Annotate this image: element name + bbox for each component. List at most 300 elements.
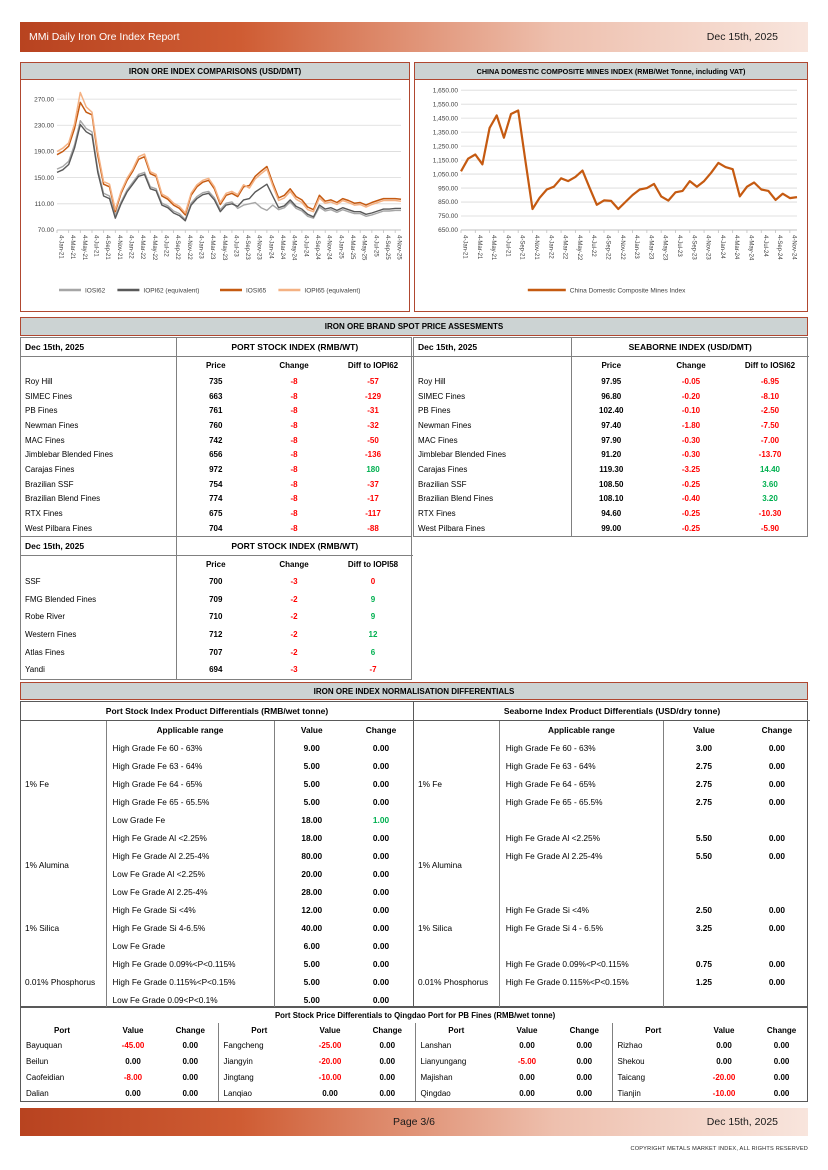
value-cell [664,883,744,901]
section-header-normalisation: IRON ORE INDEX NORMALISATION DIFFERENTIALS [20,682,808,700]
value-cell: 2.75 [695,779,713,789]
x-tick-label: 4-Jan-22 [127,235,134,259]
value-cell: -7 [369,665,377,675]
value-cell: 0.00 [773,1041,790,1051]
value-cell: 0.00 [768,833,785,843]
y-tick-label: 270.00 [34,96,54,104]
table-date: Dec 15th, 2025 [21,338,176,357]
value-cell: -57 [367,376,379,386]
table-row [414,447,809,462]
x-tick-label: 4-Sep-22 [174,235,181,260]
value-cell: -8 [290,479,298,489]
value-cell [664,811,744,829]
ports-table-title: Port Stock Price Differentials to Qingdao Port for PB Fines (RMB/wet tonne) [274,1011,556,1020]
range-label: High Fe Grade Si <4% [106,901,274,919]
value-cell: 3.25 [695,923,713,933]
x-tick-label: 4-Sep-21 [104,235,111,260]
x-tick-label: 4-May-22 [150,235,157,261]
value-cell [744,811,810,829]
x-tick-label: 4-Jul-22 [162,235,169,257]
col-header-value: Value [516,1026,538,1035]
range-label: High Fe Grade Si <4% [499,901,663,919]
value-cell: -2.50 [760,406,780,416]
x-tick-label: 4-May-22 [575,235,582,261]
x-tick-label: 4-Mar-22 [139,235,146,260]
table-row [414,521,809,536]
x-tick-label: 4-Mar-24 [279,235,286,260]
x-tick-label: 4-May-21 [80,235,87,261]
value-cell: 761 [209,406,223,416]
value-cell: 9 [370,612,376,622]
value-cell: 5.00 [303,959,320,969]
value-cell: -0.25 [681,479,701,489]
range-label: Low Fe Grade [106,937,274,955]
table-title: SEABORNE INDEX (USD/DMT) [571,338,809,357]
value-cell: 0.00 [716,1057,732,1067]
value-cell: 0.00 [379,1088,396,1098]
col-header-change: Change [365,725,397,735]
value-cell: 0.00 [372,959,390,969]
x-tick-label: 4-Jan-24 [718,235,725,259]
value-cell: 0.00 [182,1088,199,1098]
table-row [21,608,413,626]
col-header-change: Change [761,725,793,735]
group-label: 1% Alumina [414,829,499,901]
value-cell [744,883,810,901]
group-label: 0.01% Phosphorus [21,955,106,1009]
value-cell: 0.00 [768,761,785,771]
value-cell: 0.00 [519,1088,535,1098]
value-cell [744,937,810,955]
group-label: 0.01% Phosphorus [414,955,499,1009]
value-cell: 0.00 [372,995,390,1005]
col-header-change: Change [175,1026,205,1035]
value-cell: -8 [290,450,298,460]
value-cell: 0.00 [372,779,390,789]
col-header-range: Applicable range [106,721,274,740]
row-label: Jimblebar Blended Fines [21,447,176,462]
port-label: Jiangyin [218,1054,300,1070]
value-cell: 0.00 [379,1072,396,1082]
value-cell: -0.25 [681,523,701,533]
col-header-port: Port [415,1023,497,1038]
x-tick-label: 4-Nov-22 [185,235,192,260]
table-date: Dec 15th, 2025 [21,537,176,556]
col-header-port: Port [218,1023,300,1038]
value-cell: -20.00 [318,1057,342,1067]
value-cell: 700 [209,577,223,587]
value-cell: 28.00 [301,887,323,897]
value-cell: 0.00 [576,1041,593,1051]
table-date: Dec 15th, 2025 [414,338,571,357]
port-label: Jingtang [218,1070,300,1086]
port-label: Lanqiao [218,1085,300,1101]
range-label: High Fe Grade 0.09%<P<0.115% [106,955,274,973]
table-row [21,418,413,433]
value-cell: -13.70 [758,450,782,460]
table-row [414,433,809,448]
range-label: Low Fe Grade 0.09<P<0.1% [106,991,274,1009]
range-label: Low Grade Fe [106,811,274,829]
range-label [499,865,663,883]
value-cell: 20.00 [301,869,323,879]
value-cell: 0.00 [716,1041,732,1051]
seaborne-index-table [413,337,808,537]
table-row [21,591,413,609]
value-cell: 0.00 [768,851,785,861]
row-label: Atlas Fines [21,643,176,661]
range-label [499,883,663,901]
value-cell: -0.20 [681,391,701,401]
col-header-diff: Diff to IOPI62 [347,361,399,370]
group-label: 1% Fe [21,739,106,829]
row-label: SIMEC Fines [414,389,571,404]
col-header-change: Change [279,361,309,370]
value-cell: 94.60 [601,509,622,519]
col-header-price: Price [205,361,226,370]
copyright-note: COPYRIGHT METALS MARKET INDEX, ALL RIGHTS RESERVED [630,1146,808,1152]
x-tick-label: 4-Sep-23 [690,235,697,260]
y-tick-label: 110.00 [34,201,54,209]
table-row [21,1085,809,1101]
value-cell: 5.00 [303,761,320,771]
value-cell: 0.00 [576,1072,593,1082]
value-cell: 102.40 [599,406,624,416]
value-cell: 3.00 [695,743,713,753]
row-label: Carajas Fines [21,462,176,477]
legend-label: IOSI62 [85,287,106,295]
port-label: Bayuquan [26,1041,63,1051]
table-row [21,477,413,492]
value-cell: -3 [290,577,298,587]
table-row [21,901,413,919]
row-label: RTX Fines [21,506,176,521]
range-label: Low Fe Grade Al <2.25% [106,865,274,883]
table-row [21,643,413,661]
col-header-price: Price [601,361,622,370]
table-row [21,374,413,389]
value-cell: -5.90 [760,523,780,533]
value-cell: 6 [370,647,376,657]
row-label: Brazilian Blend Fines [414,492,571,507]
value-cell: 0.00 [768,977,785,987]
value-cell: -8 [290,523,298,533]
value-cell: 0.00 [372,923,390,933]
value-cell: 2.50 [695,905,713,915]
value-cell: 96.80 [601,391,622,401]
value-cell: -25.00 [318,1041,342,1051]
value-cell: -8 [290,494,298,504]
value-cell: -129 [365,391,382,401]
chart-canvas-index-comparisons [21,80,409,313]
row-label: West Pilbara Fines [414,521,571,536]
table-row [21,433,413,448]
value-cell: -31 [367,406,379,416]
value-cell: 0.00 [372,869,390,879]
value-cell: 0.00 [768,797,785,807]
range-label: High Fe Grade 0.115%<P<0.15% [106,973,274,991]
value-cell: 675 [209,509,223,519]
value-cell: -8 [290,376,298,386]
value-cell: 694 [209,665,223,675]
value-cell: 2.75 [695,761,713,771]
row-label: SSF [21,573,176,591]
value-cell: 0.00 [773,1057,790,1067]
value-cell: 709 [209,594,223,604]
port-label: Fangcheng [218,1038,300,1054]
chart-iron-ore-index-comparisons [21,80,407,308]
value-cell: 707 [209,647,223,657]
value-cell: 3.20 [762,494,778,504]
port-stock-differentials-table [21,702,413,1006]
table-title: PORT STOCK INDEX (RMB/WT) [176,338,413,357]
value-cell: 97.40 [601,420,622,430]
legend-label: IOSI65 [246,287,267,295]
header-bar [20,22,808,52]
row-label: Roy Hill [414,374,571,389]
table-row [414,955,810,973]
row-label: FMG Blended Fines [21,591,176,609]
legend-label: China Domestic Composite Mines Index [569,287,686,295]
value-cell: -45.00 [121,1041,145,1051]
x-tick-label: 4-Jul-24 [761,235,768,257]
value-cell: 0.00 [372,833,390,843]
value-cell: 0.00 [773,1088,790,1098]
col-header-value: Value [693,725,715,735]
page-number: Page 3/6 [392,1116,436,1128]
col-header-diff: Diff to IOSI62 [744,361,796,370]
x-tick-label: 4-Nov-23 [255,235,262,260]
x-tick-label: 4-Jan-24 [267,235,274,259]
value-cell: 710 [209,612,223,622]
x-tick-label: 4-Jul-22 [590,235,597,257]
value-cell: 712 [209,630,223,640]
value-cell: 97.90 [601,435,622,445]
row-label: Brazilian SSF [21,477,176,492]
value-cell: 0.00 [372,851,390,861]
value-cell: 0.00 [372,887,390,897]
x-tick-label: 4-Sep-21 [518,235,525,260]
y-tick-label: 1,450.00 [432,115,458,123]
x-tick-label: 4-Mar-24 [733,235,740,260]
row-label: Jimblebar Blended Fines [414,447,571,462]
ports-differentials-table [20,1007,808,1102]
value-cell: -8 [290,464,298,474]
value-cell: -0.10 [681,406,701,416]
y-tick-label: 70.00 [37,227,54,235]
table-row [414,477,809,492]
value-cell: 97.95 [601,376,622,386]
seaborne-differentials-table [413,702,810,1006]
value-cell: 5.00 [303,797,320,807]
differentials-box [20,701,808,1007]
table-row [21,389,413,404]
row-label: Western Fines [21,626,176,644]
range-label: High Grade Fe 60 - 63% [106,739,274,757]
range-label: High Grade Fe 63 - 64% [499,757,663,775]
value-cell [664,865,744,883]
table-row [414,506,809,521]
value-cell: 0.00 [125,1057,141,1067]
col-header-change: Change [372,1026,402,1035]
table-row [21,626,413,644]
port-label: Rizhao [612,1038,694,1054]
x-tick-label: 4-May-21 [490,235,497,261]
value-cell: 0.00 [379,1057,396,1067]
row-label: Robe River [21,608,176,626]
table-row [21,492,413,507]
row-label: PB Fines [414,403,571,418]
value-cell: -5.00 [517,1057,537,1067]
port-label: Caofeidian [26,1072,65,1082]
value-cell: 663 [209,391,223,401]
table-row [414,739,810,757]
legend-label: IOPI65 (equivalent) [304,287,361,295]
col-header-change: Change [766,1026,797,1035]
value-cell: 0.00 [125,1088,141,1098]
port-stock-table-2 [20,536,412,680]
x-tick-label: 4-Sep-22 [604,235,611,260]
group-label: 1% Silica [21,901,106,955]
col-header-value: Value [713,1026,735,1035]
value-cell: 14.40 [759,464,781,474]
chart-china-domestic-composite-mines-index [415,80,805,308]
value-cell: -0.30 [681,435,701,445]
value-cell: 0.00 [182,1072,199,1082]
chart-title-index-comparisons: IRON ORE INDEX COMPARISONS (USD/DMT) [21,63,409,80]
x-tick-label: 4-Sep-23 [244,235,251,260]
x-tick-label: 4-Jul-24 [302,235,309,257]
value-cell: -1.80 [681,420,701,430]
value-cell: -8 [290,435,298,445]
x-tick-label: 4-Jan-22 [547,235,554,259]
x-tick-label: 4-Mar-25 [349,235,356,260]
group-label: 1% Alumina [21,829,106,901]
value-cell: 99.00 [601,523,622,533]
port-label: Taicang [612,1070,694,1086]
value-cell: 1.00 [372,815,390,825]
value-cell: -136 [365,450,382,460]
row-label: West Pilbara Fines [21,521,176,536]
value-cell: 0.00 [322,1088,338,1098]
x-tick-label: 4-Jul-23 [675,235,682,257]
section-header-spot-assessments: IRON ORE BRAND SPOT PRICE ASSESMENTS [20,317,808,336]
x-tick-label: 4-Nov-21 [115,235,122,260]
row-label: Yandi [21,661,176,679]
table-row [21,462,413,477]
range-label: High Grade Fe 63 - 64% [106,757,274,775]
value-cell: -7.50 [760,420,780,430]
port-label: Shekou [612,1054,694,1070]
x-tick-label: 4-Nov-22 [618,235,625,260]
x-tick-label: 4-Mar-21 [69,235,76,260]
table-title: PORT STOCK INDEX (RMB/WT) [176,537,413,556]
range-label: High Grade Fe 60 - 63% [499,739,663,757]
col-header-value: Value [122,1026,144,1035]
value-cell: 0.00 [372,977,390,987]
value-cell: 0.00 [372,797,390,807]
value-cell: -0.05 [681,376,701,386]
value-cell: 0 [370,577,376,587]
value-cell: 108.50 [599,479,624,489]
x-tick-label: 4-May-24 [747,235,754,261]
y-tick-label: 850.00 [438,199,458,207]
range-label: Low Fe Grade Al 2.25-4% [106,883,274,901]
value-cell: -20.00 [712,1072,736,1082]
value-cell: 91.20 [601,450,622,460]
x-tick-label: 4-Jan-21 [461,235,468,259]
value-cell: 5.50 [695,833,713,843]
value-cell: 0.00 [768,905,785,915]
table-row [414,492,809,507]
x-tick-label: 4-Sep-24 [314,235,321,260]
table-row [21,447,413,462]
x-tick-label: 4-Sep-25 [384,235,391,260]
report-title: MMi Daily Iron Ore Index Report [29,31,180,43]
table-row [21,521,413,536]
legend-label: IOPI62 (equivalent) [143,287,200,295]
row-label: MAC Fines [21,433,176,448]
port-label: Qingdao [415,1085,497,1101]
value-cell [744,865,810,883]
value-cell: -50 [367,435,379,445]
x-tick-label: 4-Nov-23 [704,235,711,260]
value-cell: 0.00 [768,923,785,933]
chart-panel-china-mines-index [414,62,808,312]
report-date: Dec 15th, 2025 [706,31,778,43]
x-tick-label: 4-Jul-21 [92,235,99,257]
x-tick-label: 4-Jan-23 [633,235,640,259]
x-tick-label: 4-May-25 [360,235,367,261]
value-cell: 18.00 [301,815,323,825]
value-cell: 760 [209,420,223,430]
table-row [21,739,413,757]
value-cell: 0.75 [695,959,713,969]
range-label: High Fe Grade Al 2.25-4% [106,847,274,865]
value-cell: 0.00 [576,1088,593,1098]
range-label: High Fe Grade Si 4-6.5% [106,919,274,937]
table-row [414,403,809,418]
x-tick-label: 4-Jul-23 [232,235,239,257]
table-row [21,1054,809,1070]
table-row [21,506,413,521]
x-tick-label: 4-May-23 [220,235,227,261]
row-label: Brazilian SSF [414,477,571,492]
group-label: 1% Fe [414,739,499,829]
col-header-change: Change [676,361,706,370]
value-cell: 0.00 [372,761,390,771]
value-cell: 0.00 [379,1041,396,1051]
footer-date: Dec 15th, 2025 [706,1116,778,1128]
col-header-change: Change [569,1026,599,1035]
value-cell: -8.10 [760,391,780,401]
value-cell: -8 [290,391,298,401]
value-cell: 0.00 [182,1057,199,1067]
x-tick-label: 4-Nov-24 [790,235,797,260]
value-cell: -8.00 [123,1072,143,1082]
row-label: Newman Fines [21,418,176,433]
x-tick-label: 4-Sep-24 [776,235,783,260]
port-label: Tianjin [612,1085,694,1101]
x-tick-label: 4-Jul-21 [504,235,511,257]
range-label: High Fe Grade Al <2.25% [499,829,663,847]
range-label: High Fe Grade 0.09%<P<0.115% [499,955,663,973]
y-tick-label: 1,150.00 [432,157,458,165]
value-cell: 12.00 [301,905,323,915]
x-tick-label: 4-Mar-22 [561,235,568,260]
value-cell: 18.00 [301,833,323,843]
value-cell: 0.00 [372,743,390,753]
